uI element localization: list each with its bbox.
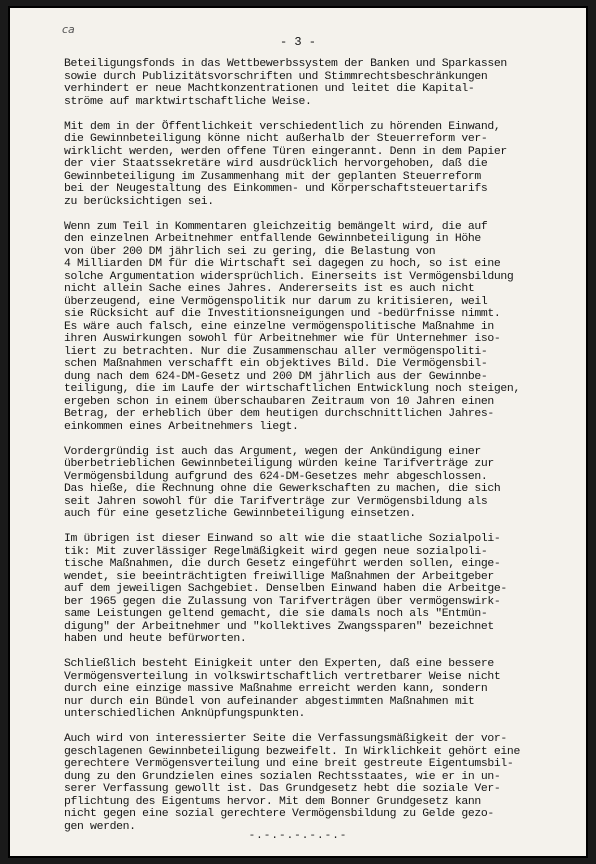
- text-line: Wenn zum Teil in Kommentaren gleichzeitig bemängelt wird, die auf: [64, 219, 488, 233]
- text-line: haben und heute befürworten.: [64, 632, 247, 645]
- text-line: seit Jahren sowohl für die Tarifverträge zur Vermögensbildung als: [64, 494, 488, 508]
- text-line: von über 200 DM jährlich sei zu gering, die Belastung von: [64, 244, 436, 258]
- text-line: Vermögensbildung aufgrund des 624-DM-Gesetzes mehr abgeschlossen.: [64, 469, 488, 483]
- text-line: same Leistungen geltend gemacht, die sie damals noch als "Entmün-: [64, 607, 488, 620]
- text-line: gerechtere Vermögensverteilung und eine breit gestreute Eigentumsbil-: [64, 757, 514, 770]
- text-line: bei der Neugestaltung des Einkommen- und Körperschaftsteuertarifs: [64, 182, 488, 195]
- text-line: ergeben schon in einem überschaubaren Zeitraum von 10 Jahren einen: [64, 394, 494, 408]
- text-line: 4 Milliarden DM für die Wirtschaft sei dagegen zu hoch, so ist eine: [64, 257, 501, 270]
- text-line: Das hieße, die Rechnung ohne die Gewerkschaften zu machen, die sich: [64, 482, 501, 495]
- document-body: [64, 58, 566, 846]
- paragraph: [64, 733, 566, 833]
- text-line: dung zu den Grundzielen eines sozialen Rechtsstaates, wie er in un-: [64, 769, 501, 783]
- text-line: verhindert er neue Machtkonzentrationen und leitet die Kapital-: [64, 82, 475, 95]
- text-line: durch eine einzige massive Maßnahme erreicht werden kann, sondern: [64, 682, 488, 695]
- paragraph: [64, 446, 566, 521]
- paragraph: [64, 658, 566, 721]
- text-line: teiligung, die im Laufe der wirtschaftlichen Entwicklung noch steigen,: [64, 382, 520, 395]
- text-line: digung" der Arbeitnehmer und "kollektives Zwangssparen" bezeichnet: [64, 619, 494, 633]
- text-line: Mit dem in der Öffentlichkeit verschiedentlich zu hörenden Einwand,: [64, 119, 501, 133]
- text-line: solche Argumentation widersprüchlich. Einerseits ist Vermögensbildung: [64, 269, 514, 283]
- paragraph: [64, 121, 566, 209]
- paragraph: [64, 221, 566, 434]
- text-line: zu berücksichtigen sei.: [64, 194, 214, 208]
- text-line: Vordergründig ist auch das Argument, wegen der Ankündigung einer: [64, 444, 481, 458]
- text-line: ströme auf marktwirtschaftliche Weise.: [64, 94, 312, 108]
- text-line: geschlagenen Gewinnbeteiligung bezweifelt. In Wirklichkeit gehört eine: [64, 744, 520, 758]
- text-line: unterschiedlichen Anknüpfungspunkten.: [64, 707, 306, 720]
- text-line: wirklicht werden, werden offene Türen eingerannt. Denn in dem Papier: [64, 144, 507, 158]
- text-line: Im übrigen ist dieser Einwand so alt wie die staatliche Sozialpoli-: [64, 532, 501, 545]
- text-line: serer Verfassung gewollt ist. Das Grundgesetz hebt die soziale Ver-: [64, 782, 501, 795]
- text-line: sie Rücksicht auf die Investitionsneigungen und -bedürfnisse nimmt.: [64, 307, 501, 320]
- handwritten-mark: ca: [62, 23, 75, 36]
- text-line: sowie durch Publizitätsvorschriften und Stimmrechtsbeschränkungen: [64, 69, 488, 83]
- text-line: Gewinnbeteiligung im Zusammenhang mit der geplanten Steuerreform: [64, 169, 481, 183]
- text-line: auch für eine gesetzliche Gewinnbeteiligung einsetzen.: [64, 507, 416, 520]
- text-line: Betrag, der erheblich über dem heutigen durchschnittlichen Jahres-: [64, 407, 494, 420]
- text-line: Es wäre auch falsch, eine einzelne vermögenspolitische Maßnahme in: [64, 319, 494, 333]
- text-line: einkommen eines Arbeitnehmers liegt.: [64, 419, 299, 433]
- document-page: [8, 6, 588, 858]
- text-line: tik: Mit zuverlässiger Regelmäßigkeit wird gegen neue sozialpoli-: [64, 544, 488, 558]
- text-line: tische Maßnahmen, die durch Gesetz eingeführt werden sollen, einge-: [64, 557, 501, 570]
- text-line: überbetrieblichen Gewinnbeteiligung würden keine Tarifverträge zur: [64, 457, 494, 470]
- text-line: der vier Staatssekretäre wird ausdrücklich hervorgehoben, daß die: [64, 157, 488, 170]
- text-line: nur durch ein Bündel von aufeinander abgestimmten Maßnahmen mit: [64, 694, 475, 708]
- text-line: schen Maßnahmen verschafft ein objektives Bild. Die Vermögensbil-: [64, 357, 488, 370]
- text-line: überzeugend, eine Vermögenspolitik nur darum zu kritisieren, weil: [64, 294, 488, 308]
- text-line: nicht gegen eine sozial gerechtere Vermögensbildung zu Gelde gezo-: [64, 807, 494, 820]
- text-line: liert zu betrachten. Nur die Zusammenschau aller vermögenspoliti-: [64, 344, 488, 358]
- text-line: ber 1965 gegen die Zulassung von Tarifverträgen über vermögenswirk-: [64, 594, 501, 608]
- text-line: ihren Auswirkungen sowohl für Arbeitnehmer wie für Unternehmer iso-: [64, 332, 501, 345]
- text-line: den einzelnen Arbeitnehmer entfallende Gewinnbeteiligung in Höhe: [64, 232, 481, 245]
- text-line: Auch wird von interessierter Seite die Verfassungsmäßigkeit der vor-: [64, 732, 507, 745]
- text-line: gen werden.: [64, 819, 136, 833]
- paragraph: [64, 533, 566, 646]
- text-line: wendet, sie beeinträchtigten freiwillige Maßnahmen der Arbeitgeber: [64, 569, 494, 583]
- page-number: - 3 -: [279, 35, 316, 49]
- text-line: pflichtung des Eigentums hervor. Mit dem Bonner Grundgesetz kann: [64, 794, 481, 808]
- text-line: Beteiligungsfonds in das Wettbewerbssystem der Banken und Sparkassen: [64, 57, 507, 70]
- text-line: dung nach dem 624-DM-Gesetz und 200 DM jährlich aus der Gewinnbe-: [64, 369, 488, 383]
- text-line: die Gewinnbeteiligung könne nicht außerhalb der Steuerreform ver-: [64, 132, 488, 145]
- closing-mark: -.-.-.-.-.-.-: [248, 830, 348, 842]
- text-line: auf dem jeweiligen Sachgebiet. Denselben Einwand haben die Arbeitge-: [64, 582, 507, 595]
- text-line: Vermögensverteilung in volkswirtschaftlich vertretbarer Weise nicht: [64, 669, 501, 683]
- text-line: nicht allein Sache eines Jahres. Andererseits ist es auch nicht: [64, 282, 475, 295]
- paragraph: [64, 58, 566, 108]
- text-line: Schließlich besteht Einigkeit unter den Experten, daß eine bessere: [64, 657, 494, 670]
